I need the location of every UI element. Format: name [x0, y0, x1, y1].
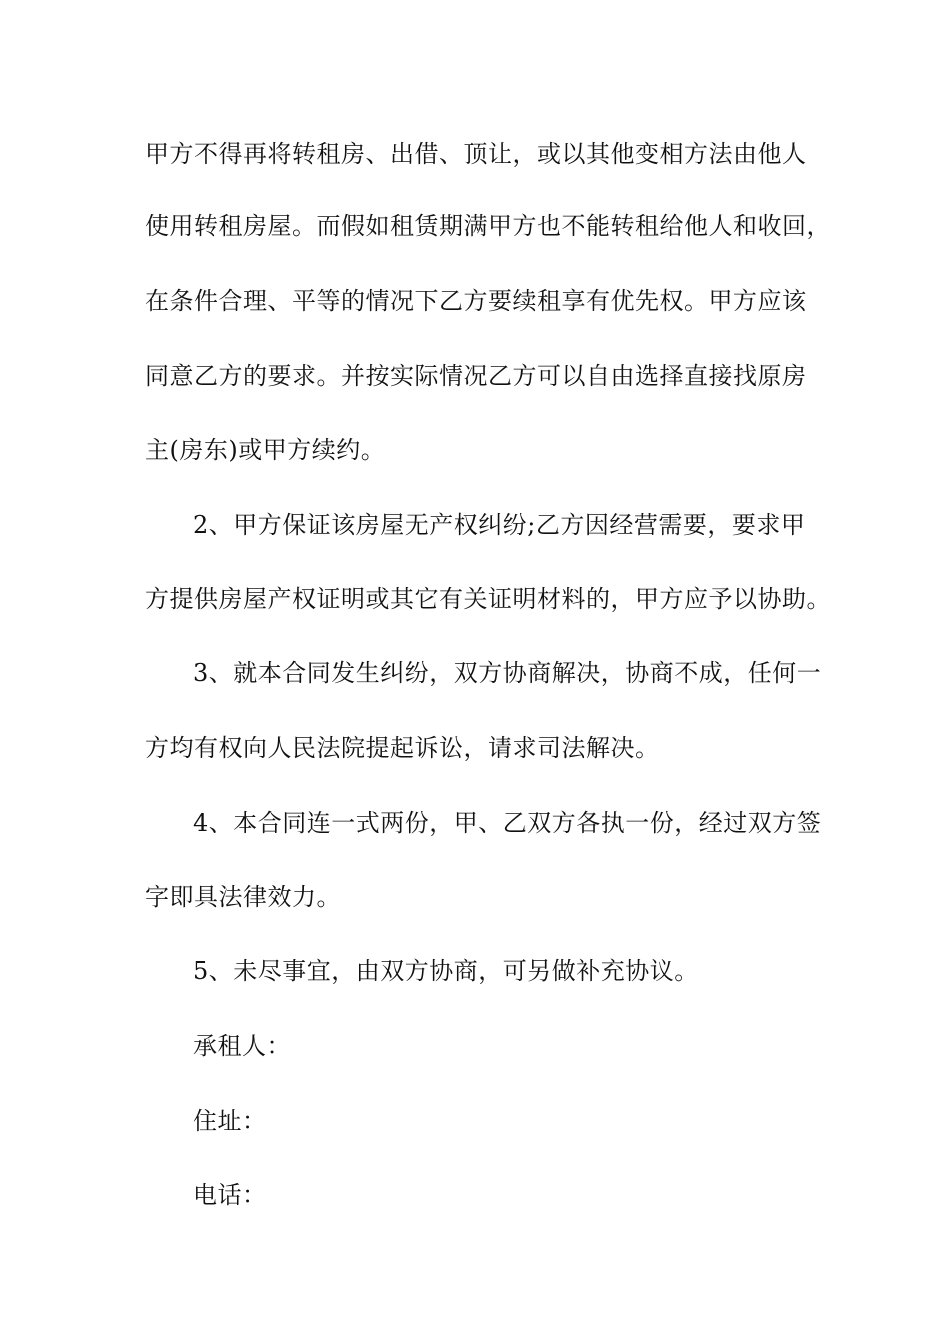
text-line: 同意乙方的要求。并按实际情况乙方可以自由选择直接找原房 — [145, 362, 807, 390]
text-line: 主(房东)或甲方续约。 — [145, 436, 386, 464]
phone-label: 电话： — [193, 1181, 267, 1209]
tenant-label: 承租人： — [193, 1032, 291, 1060]
clause-5-line: 5、未尽事宜，由双方协商，可另做补充协议。 — [193, 957, 699, 985]
text-line: 字即具法律效力。 — [145, 883, 341, 911]
text-line: 使用转租房屋。而假如租赁期满甲方也不能转租给他人和收回， — [145, 212, 831, 240]
clause-2-line: 2、甲方保证该房屋无产权纠纷;乙方因经营需要，要求甲 — [193, 511, 806, 539]
text-line: 方均有权向人民法院提起诉讼，请求司法解决。 — [145, 734, 660, 762]
clause-3-line: 3、就本合同发生纠纷，双方协商解决，协商不成，任何一 — [193, 659, 822, 687]
text-line: 甲方不得再将转租房、出借、顶让，或以其他变相方法由他人 — [145, 140, 807, 168]
text-line: 方提供房屋产权证明或其它有关证明材料的，甲方应予以协助。 — [145, 585, 831, 613]
clause-4-line: 4、本合同连一式两份，甲、乙双方各执一份，经过双方签 — [193, 809, 822, 837]
address-label: 住址： — [193, 1107, 267, 1135]
text-line: 在条件合理、平等的情况下乙方要续租享有优先权。甲方应该 — [145, 287, 807, 315]
